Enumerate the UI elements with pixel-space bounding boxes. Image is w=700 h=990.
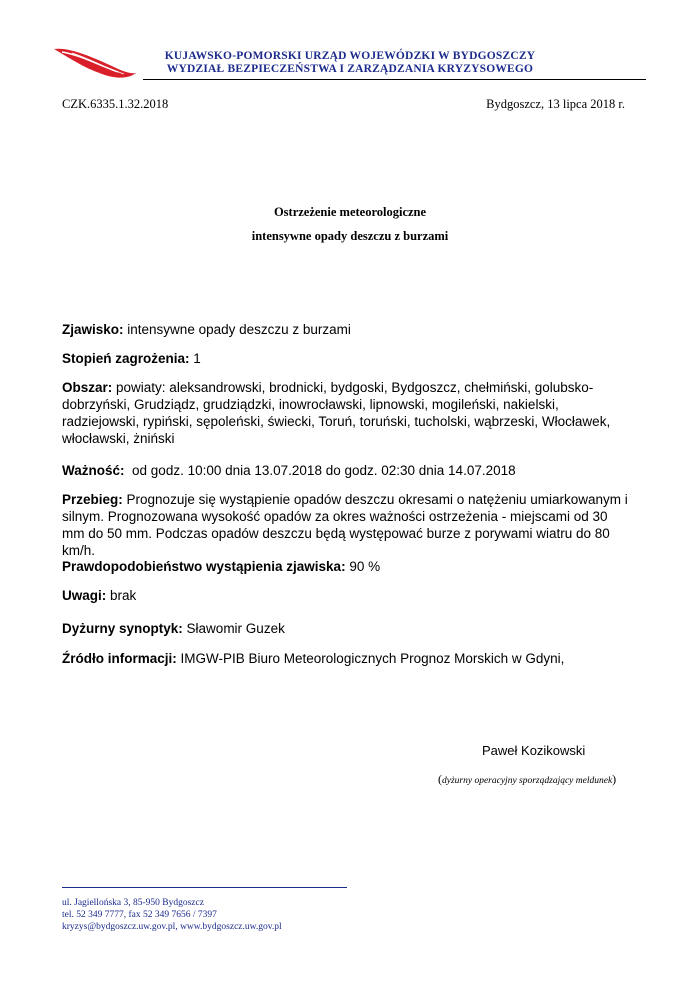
document-reference: CZK.6335.1.32.2018 (62, 97, 169, 111)
field-label: Przebieg: (62, 492, 123, 507)
field-course (62, 491, 632, 559)
red-swoosh-logo-icon (52, 43, 138, 83)
footer-address: ul. Jagiellońska 3, 85-950 Bydgoszcz (62, 898, 204, 908)
field-value: brak (110, 588, 137, 603)
field-label: Uwagi: (62, 588, 107, 603)
header-office-name: KUJAWSKO-POMORSKI URZĄD WOJEWÓDZKI W BYDGOSZCZY (164, 50, 536, 62)
document-subtitle: intensywne opady deszczu z burzami (251, 229, 449, 243)
field-value: intensywne opady deszczu z burzami (127, 322, 351, 337)
header-divider (143, 79, 646, 80)
field-label: Zjawisko: (62, 322, 124, 337)
field-validity (62, 462, 632, 479)
field-remarks (62, 587, 632, 604)
footer-divider (62, 887, 347, 888)
field-label: Stopień zagrożenia: (62, 351, 190, 366)
header-department-name: WYDZIAŁ BEZPIECZEŃSTWA I ZARZĄDZANIA KRYZYSOWEGO (166, 63, 534, 75)
field-label: Źródło informacji: (62, 651, 177, 666)
signatory-role-text: dyżurny operacyjny sporządzający meldunek (442, 776, 613, 786)
field-label: Ważność: (62, 463, 125, 478)
field-value: Sławomir Guzek (186, 621, 285, 636)
footer-contact[interactable]: kryzys@bydgoszcz.uw.gov.pl, www.bydgoszcz.uw.gov.pl (62, 922, 282, 932)
document-title: Ostrzeżenie meteorologiczne (273, 205, 427, 219)
field-value: 90 % (349, 559, 381, 574)
field-forecaster (62, 620, 632, 637)
field-label: Dyżurny synoptyk: (62, 621, 183, 636)
field-label: Obszar: (62, 380, 113, 395)
paren-close: ) (612, 772, 617, 786)
field-source (62, 650, 632, 667)
field-value: IMGW-PIB Biuro Meteorologicznych Prognoz Morskich w Gdyni, (180, 651, 565, 666)
footer-phone: tel. 52 349 7777, fax 52 349 7656 / 7397 (62, 910, 217, 920)
paren-open: ( (438, 772, 442, 786)
field-threat-level (62, 350, 632, 367)
field-value: powiaty: aleksandrowski, brodnicki, bydgoski, Bydgoszcz, chełmiński, golubsko-dobrzyński, Grudziądz, grudziądzki, inowrocławski, lipnowski, mogileński, nakielski, radziejowski, rypiński, sępoleński, świecki, Toruń, toruński, tucholski, wąbrzeski, Włocławek, włocławski, żniński (62, 380, 611, 446)
field-phenomenon (62, 321, 632, 338)
field-label: Prawdopodobieństwo wystąpienia zjawiska: (62, 559, 346, 574)
field-value: od godz. 10:00 dnia 13.07.2018 do godz. 02:30 dnia 14.07.2018 (132, 463, 516, 478)
signatory-role (438, 772, 616, 787)
field-probability (62, 558, 632, 575)
place-and-date: Bydgoszcz, 13 lipca 2018 r. (486, 97, 625, 111)
field-area (62, 379, 632, 447)
field-value: Prognozuje się wystąpienie opadów deszczu okresami o natężeniu umiarkowanym i silnym. Prognozowana wysokość opadów za okres ważności ostrzeżenia - miejscami od 30 mm do 50 mm. Podczas opadów deszczu będą występować burze z porywami wiatru do 80 km/h. (62, 492, 628, 558)
signatory-name: Paweł Kozikowski (482, 743, 586, 758)
field-value: 1 (193, 351, 201, 366)
